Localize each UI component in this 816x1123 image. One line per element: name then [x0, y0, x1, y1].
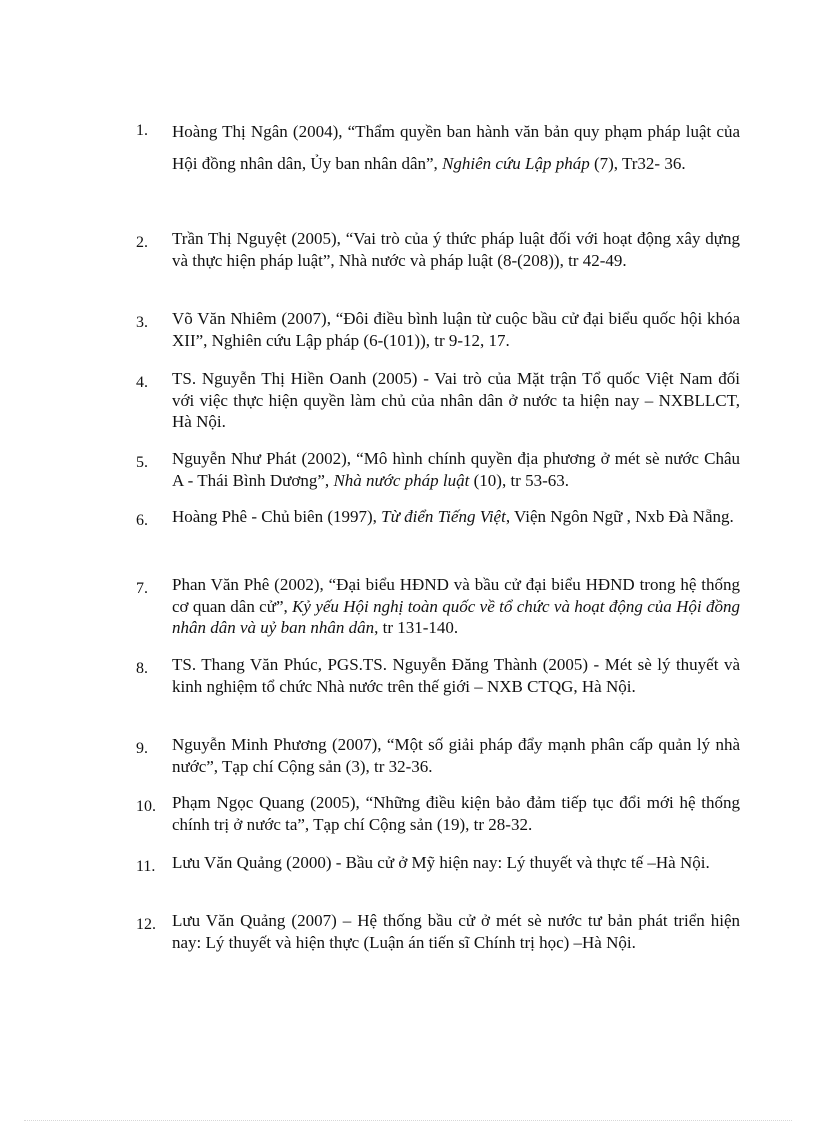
- reference-text: [172, 852, 740, 874]
- reference-text-segment: (10), tr 53-63.: [469, 470, 569, 490]
- reference-source-italic: Kỷ yếu Hội nghị toàn quốc về tổ chức và hoạt động của Hội đồng nhân dân và uỷ ban nhân dân: [172, 596, 740, 637]
- reference-number: 8.: [136, 660, 148, 677]
- reference-text-segment: (7), Tr32- 36.: [589, 154, 686, 173]
- reference-text-segment: Hoàng Phê - Chủ biên (1997),: [172, 507, 382, 526]
- reference-text-segment: , Viện Ngôn Ngữ , Nxb Đà Nẵng.: [505, 507, 734, 526]
- reference-number: 10.: [136, 798, 156, 815]
- reference-text: [172, 654, 740, 697]
- reference-number: 6.: [136, 512, 148, 529]
- reference-text: [172, 792, 740, 835]
- reference-number: 1.: [136, 122, 148, 139]
- reference-number: 3.: [136, 314, 148, 331]
- reference-number: 11.: [136, 858, 156, 875]
- reference-number: 5.: [136, 454, 148, 471]
- reference-text-segment: Nguyễn Minh Phương (2007), “Một số giải pháp đẩy mạnh phân cấp quản lý nhà nước”, Tạp chí Cộng sản (3), tr 32-36.: [172, 735, 740, 776]
- reference-text-segment: Hoàng Thị Ngân (2004), “Thẩm quyền ban hành văn bản quy phạm pháp luật của Hội đồng nhân dân, Ủy ban nhân dân”,: [172, 122, 740, 173]
- reference-text: [172, 506, 740, 528]
- reference-text: [172, 734, 740, 777]
- reference-number: 2.: [136, 234, 148, 251]
- reference-text-segment: Võ Văn Nhiêm (2007), “Đôi điều bình luận từ cuộc bầu cử đại biểu quốc hội khóa XII”, Nghiên cứu Lập pháp (6-(101)), tr 9-12, 17.: [172, 309, 740, 350]
- reference-text: [172, 448, 740, 491]
- reference-source-italic: Nhà nước pháp luật: [333, 470, 470, 490]
- reference-text-segment: Lưu Văn Quảng (2000) - Bầu cử ở Mỹ hiện nay: Lý thuyết và thực tế –Hà Nội.: [172, 853, 710, 872]
- reference-text: [172, 574, 740, 639]
- reference-number: 12.: [136, 916, 156, 933]
- reference-text-segment: Trần Thị Nguyệt (2005), “Vai trò của ý thức pháp luật đối với hoạt động xây dựng và thực hiện pháp luật”, Nhà nước và pháp luật (8-(208)), tr 42-49.: [172, 229, 740, 270]
- reference-source-italic: Từ điển Tiếng Việt: [381, 507, 506, 526]
- reference-number: 4.: [136, 374, 148, 391]
- reference-text-segment: TS. Nguyễn Thị Hiền Oanh (2005) - Vai trò của Mặt trận Tổ quốc Việt Nam đối với việc thực hiện quyền làm chủ của nhân dân ở nước ta hiện nay – NXBLLCT, Hà Nội.: [172, 369, 740, 431]
- reference-text: [172, 368, 740, 433]
- reference-text: [172, 308, 740, 351]
- reference-text-segment: Lưu Văn Quảng (2007) – Hệ thống bầu cử ở mét sè nước tư bản phát triển hiện nay: Lý thuyết và hiện thực (Luận án tiến sĩ Chính trị học) –Hà Nội.: [172, 911, 740, 952]
- reference-source-italic: Nghiên cứu Lập pháp: [442, 154, 590, 173]
- reference-text-segment: Phan Văn Phê (2002), “Đại biểu HĐND và bầu cử đại biểu HĐND trong hệ thống cơ quan dân cử”,: [172, 575, 740, 616]
- reference-text-segment: Phạm Ngọc Quang (2005), “Những điều kiện bảo đảm tiếp tục đổi mới hệ thống chính trị ở nước ta”, Tạp chí Cộng sản (19), tr 28-32.: [172, 793, 740, 834]
- reference-text: [172, 116, 740, 180]
- reference-number: 9.: [136, 740, 148, 757]
- reference-number: 7.: [136, 580, 148, 597]
- reference-text-segment: Nguyễn Như Phát (2002), “Mô hình chính quyền địa phương ở mét sè nước Châu A - Thái Bình Dương”,: [172, 449, 740, 490]
- reference-text: [172, 228, 740, 271]
- reference-text: [172, 910, 740, 953]
- reference-text-segment: , tr 131-140.: [374, 618, 459, 637]
- page-bottom-divider: [24, 1120, 792, 1121]
- reference-text-segment: TS. Thang Văn Phúc, PGS.TS. Nguyễn Đăng Thành (2005) - Mét sè lý thuyết và kinh nghiệm tổ chức Nhà nước trên thế giới – NXB CTQG, Hà Nội.: [172, 655, 740, 696]
